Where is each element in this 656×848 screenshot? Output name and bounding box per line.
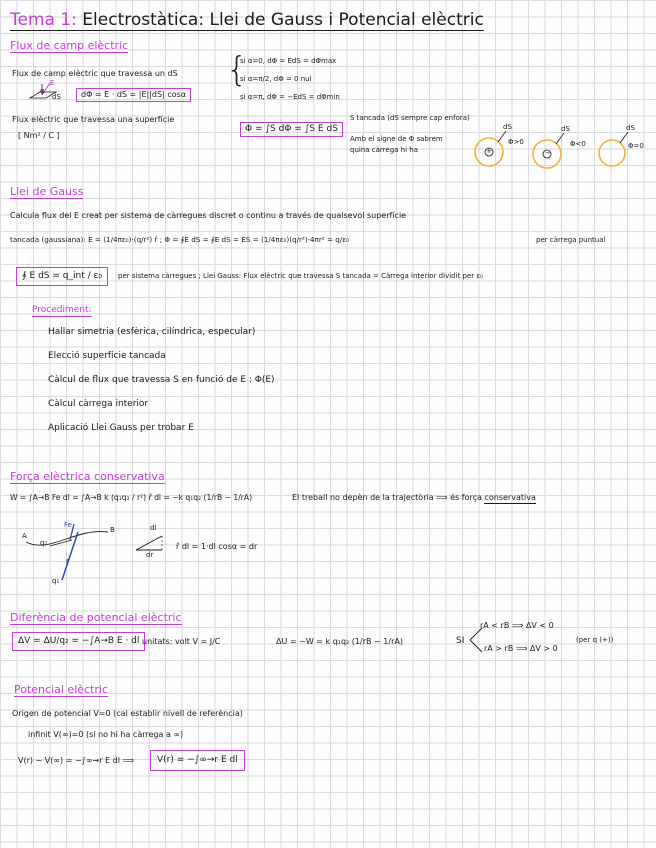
dl-label: dl (150, 524, 157, 532)
title-rest: Electrostàtica: Llei de Gauss i Potencial elèctric (82, 10, 484, 30)
si-case-2: rA > rB ⟹ ΔV > 0 (484, 644, 558, 653)
heading-flux: Flux de camp elèctric (10, 39, 129, 52)
si-label: SI (456, 636, 465, 646)
heading-force: Força elèctrica conservativa (10, 470, 165, 483)
label-alpha: α (40, 87, 45, 95)
title-tema: Tema 1: (10, 10, 77, 30)
case-alpha-half-pi: si α=π/2, dΦ = 0 nul (240, 75, 312, 83)
si-case-1: rA < rB ⟹ ΔV < 0 (480, 621, 554, 630)
label-ds-small: dS (52, 93, 61, 101)
q2-label: q₂ (40, 539, 48, 547)
gauss-line-2: tancada (gaussiana): E = (1/4πε₀)·(q/r²) r̂ ; Φ = ∮E dS = ∮E dS = ES = (1/4πε₀)(q/r²)·4πr² = q/ε₀ (10, 235, 349, 244)
flux-units: [ Nm² / C ] (18, 131, 60, 140)
rhat-dl-relation: r̂ dl = 1·dl cosα = dr (176, 542, 258, 551)
gauss-circle-neutral-icon (598, 138, 632, 172)
gauss-law-note: per sistema càrregues ; Llei Gauss: Flux elèctric que travessa S tancada = Càrrega interior dividit per ε₀ (118, 272, 483, 280)
sign-note-2: quina càrrega hi ha (350, 146, 418, 154)
procedure-step-5: Aplicació Llei Gauss per trobar E (48, 423, 194, 433)
flux-total-definition: Flux elèctric que travessa una superfície (12, 115, 175, 124)
heading-potential-difference: Diferència de potencial elèctric (10, 611, 182, 624)
circle-2-sign: − (545, 149, 551, 157)
procedure-step-1: Hallar simetria (esfèrica, cilíndrica, especular) (48, 327, 256, 337)
circle-2-label: Φ<0 (570, 140, 586, 148)
circle-1-sign: + (486, 147, 492, 155)
heading-potential: Potencial elèctric (14, 683, 108, 696)
page-title (10, 12, 484, 31)
sign-note-1: Amb el signe de Φ sabrem (350, 135, 443, 143)
circle-1-ds: dS (503, 123, 512, 131)
procedure-heading: Procediment: (32, 305, 92, 315)
r-label: r (66, 557, 69, 565)
cases-brace: { (226, 50, 248, 90)
energy-formula: ΔU = −W = k q₁q₂ (1/rB − 1/rA) (276, 637, 403, 646)
work-note (292, 494, 536, 502)
procedure-step-4: Càlcul càrrega interior (48, 399, 149, 409)
dr-label: dr (146, 551, 154, 559)
point-b-label: B (110, 526, 115, 534)
circle-1-label: Φ>0 (508, 138, 524, 146)
work-note-underlined: conservativa (484, 493, 536, 502)
flux-formula-box: dΦ = E · dS = |E||dS| cosα (76, 88, 191, 102)
closed-surface-note: S tancada (dS sempre cap enfora) (350, 114, 470, 122)
q1-label: q₁ (52, 577, 60, 585)
potential-formula-box: V(r) = −∫∞→r E dl (150, 750, 245, 771)
potential-difference-infinity: V(r) − V(∞) = −∫∞→r E dl ⟹ (18, 756, 134, 765)
flux-definition: Flux de camp elèctric que travessa un dS (12, 69, 178, 78)
work-formula: W = ∫A→B Fe dl = ∫A→B k (q₁q₂ / r²) r̂ dl = −k q₁q₂ (1/rB − 1/rA) (10, 493, 253, 502)
case-alpha-0: si α=0, dΦ = EdS = dΦmax (240, 57, 337, 65)
potential-infinity: infinit V(∞)=0 (si no hi ha càrrega a ∞) (28, 730, 184, 739)
gauss-line-2-tail: per càrrega puntual (536, 236, 606, 244)
procedure-step-3: Càlcul de flux que travessa S en funció de E : Φ(E) (48, 375, 275, 385)
work-note-text: El treball no depèn de la trajectòria ⟹ és força (292, 493, 482, 502)
flux-integral-box: Φ = ∫S dΦ = ∫S E dS (240, 122, 343, 137)
surface-element-icon (28, 80, 68, 106)
si-branch-lines (468, 626, 484, 656)
potential-difference-box: ΔV = ΔU/q₂ = −∫A→B E · dl (12, 632, 145, 651)
potential-origin: Origen de potencial V=0 (cal establir nivell de referència) (12, 709, 243, 718)
si-case-note: (per q (+)) (576, 636, 614, 644)
gauss-line-1: Calcula flux del E creat per sistema de càrregues discret o continu a través de qualsevol superfície (10, 211, 407, 220)
fe-label: Fe (64, 521, 72, 529)
circle-3-label: Φ=0 (628, 142, 644, 150)
potential-units: unitats: volt V = J/C (142, 637, 221, 646)
point-a-label: A (22, 532, 27, 540)
procedure-step-2: Elecció superfície tancada (48, 351, 166, 361)
label-e-vector: E (50, 79, 55, 87)
circle-3-ds: dS (626, 124, 635, 132)
circle-2-ds: dS (561, 125, 570, 133)
gauss-law-box: ∮ E dS = q_int / ε₀ (16, 267, 108, 286)
heading-gauss: Llei de Gauss (10, 185, 84, 198)
case-alpha-pi: si α=π, dΦ = −EdS = dΦmin (240, 93, 340, 101)
